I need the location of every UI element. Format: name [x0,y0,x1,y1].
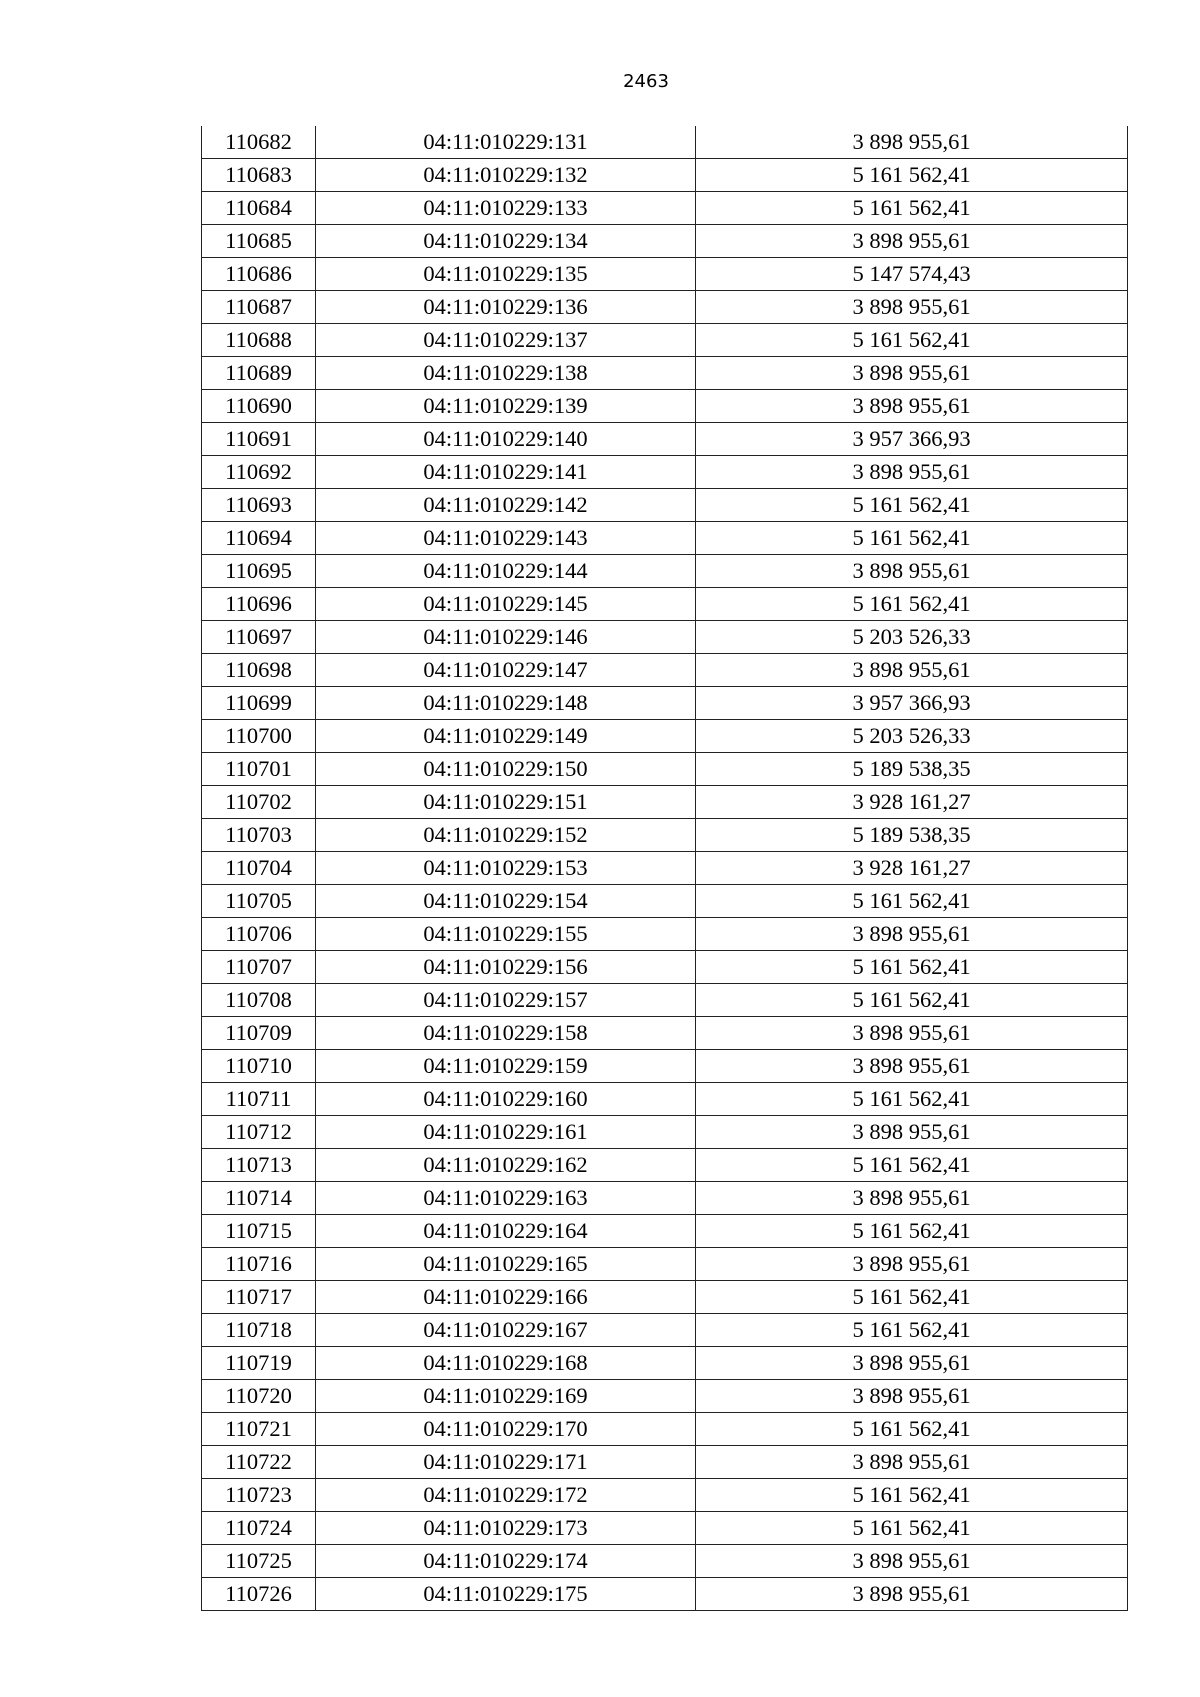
cadastral-number-cell: 04:11:010229:149 [316,720,696,753]
cadastral-value-cell: 5 161 562,41 [696,951,1128,984]
row-number-cell: 110724 [202,1512,316,1545]
cadastral-number-cell: 04:11:010229:145 [316,588,696,621]
cadastral-value-cell: 5 147 574,43 [696,258,1128,291]
cadastral-number-cell: 04:11:010229:151 [316,786,696,819]
cadastral-value-cell: 5 161 562,41 [696,1149,1128,1182]
table-row [202,654,1128,687]
cadastral-number-cell: 04:11:010229:147 [316,654,696,687]
cadastral-number-cell: 04:11:010229:152 [316,819,696,852]
row-number-cell: 110712 [202,1116,316,1149]
cadastral-value-cell: 5 189 538,35 [696,819,1128,852]
row-number-cell: 110725 [202,1545,316,1578]
cadastral-value-cell: 5 161 562,41 [696,1413,1128,1446]
cadastral-value-cell: 3 957 366,93 [696,423,1128,456]
row-number-cell: 110697 [202,621,316,654]
cadastral-value-cell: 3 898 955,61 [696,357,1128,390]
cadastral-value-cell: 5 161 562,41 [696,1512,1128,1545]
row-number-cell: 110723 [202,1479,316,1512]
cadastral-number-cell: 04:11:010229:140 [316,423,696,456]
cadastral-value-cell: 3 898 955,61 [696,654,1128,687]
cadastral-value-cell: 5 161 562,41 [696,885,1128,918]
cadastral-number-cell: 04:11:010229:142 [316,489,696,522]
cadastral-value-cell: 5 161 562,41 [696,1215,1128,1248]
row-number-cell: 110685 [202,225,316,258]
cadastral-number-cell: 04:11:010229:159 [316,1050,696,1083]
table-row [202,1182,1128,1215]
table-row [202,522,1128,555]
row-number-cell: 110710 [202,1050,316,1083]
cadastral-number-cell: 04:11:010229:170 [316,1413,696,1446]
cadastral-value-cell: 5 161 562,41 [696,324,1128,357]
table-body [202,126,1128,1611]
cadastral-value-cell: 3 898 955,61 [696,1446,1128,1479]
cadastral-value-cell: 5 161 562,41 [696,489,1128,522]
cadastral-number-cell: 04:11:010229:150 [316,753,696,786]
cadastral-value-cell: 3 898 955,61 [696,1380,1128,1413]
cadastral-number-cell: 04:11:010229:171 [316,1446,696,1479]
table-row [202,1281,1128,1314]
row-number-cell: 110690 [202,390,316,423]
row-number-cell: 110713 [202,1149,316,1182]
row-number-cell: 110719 [202,1347,316,1380]
row-number-cell: 110711 [202,1083,316,1116]
table-row [202,753,1128,786]
table-row [202,1149,1128,1182]
page-number: 2463 [623,71,669,92]
table-row [202,390,1128,423]
row-number-cell: 110700 [202,720,316,753]
table-row [202,225,1128,258]
cadastral-value-cell: 3 898 955,61 [696,1248,1128,1281]
table-row [202,126,1128,159]
row-number-cell: 110706 [202,918,316,951]
table-row [202,984,1128,1017]
cadastral-number-cell: 04:11:010229:131 [316,126,696,159]
cadastral-number-cell: 04:11:010229:143 [316,522,696,555]
cadastral-value-cell: 5 189 538,35 [696,753,1128,786]
cadastral-value-cell: 3 898 955,61 [696,1545,1128,1578]
cadastral-value-cell: 5 161 562,41 [696,588,1128,621]
row-number-cell: 110703 [202,819,316,852]
row-number-cell: 110699 [202,687,316,720]
cadastral-number-cell: 04:11:010229:156 [316,951,696,984]
cadastral-number-cell: 04:11:010229:138 [316,357,696,390]
table-row [202,1083,1128,1116]
row-number-cell: 110686 [202,258,316,291]
table-row [202,1248,1128,1281]
row-number-cell: 110707 [202,951,316,984]
table-row [202,159,1128,192]
row-number-cell: 110720 [202,1380,316,1413]
cadastral-number-cell: 04:11:010229:163 [316,1182,696,1215]
cadastral-number-cell: 04:11:010229:154 [316,885,696,918]
cadastral-value-cell: 3 898 955,61 [696,1017,1128,1050]
table-row [202,192,1128,225]
row-number-cell: 110708 [202,984,316,1017]
cadastral-value-table [201,126,1128,1611]
cadastral-number-cell: 04:11:010229:144 [316,555,696,588]
cadastral-value-cell: 5 161 562,41 [696,1314,1128,1347]
table-row [202,1479,1128,1512]
table-row [202,588,1128,621]
cadastral-number-cell: 04:11:010229:148 [316,687,696,720]
row-number-cell: 110687 [202,291,316,324]
table-row [202,687,1128,720]
table-row [202,423,1128,456]
cadastral-number-cell: 04:11:010229:175 [316,1578,696,1611]
table-row [202,1578,1128,1611]
cadastral-value-cell: 3 898 955,61 [696,126,1128,159]
cadastral-number-cell: 04:11:010229:174 [316,1545,696,1578]
row-number-cell: 110683 [202,159,316,192]
cadastral-value-cell: 5 161 562,41 [696,1083,1128,1116]
row-number-cell: 110696 [202,588,316,621]
cadastral-value-cell: 3 898 955,61 [696,456,1128,489]
row-number-cell: 110689 [202,357,316,390]
row-number-cell: 110717 [202,1281,316,1314]
row-number-cell: 110721 [202,1413,316,1446]
table-row [202,1413,1128,1446]
cadastral-value-cell: 3 898 955,61 [696,555,1128,588]
cadastral-value-cell: 3 928 161,27 [696,786,1128,819]
cadastral-value-cell: 5 161 562,41 [696,159,1128,192]
table-row [202,291,1128,324]
table-row [202,720,1128,753]
cadastral-value-cell: 5 161 562,41 [696,984,1128,1017]
cadastral-value-cell: 3 928 161,27 [696,852,1128,885]
cadastral-value-cell: 3 957 366,93 [696,687,1128,720]
row-number-cell: 110688 [202,324,316,357]
cadastral-number-cell: 04:11:010229:157 [316,984,696,1017]
row-number-cell: 110714 [202,1182,316,1215]
row-number-cell: 110692 [202,456,316,489]
row-number-cell: 110709 [202,1017,316,1050]
cadastral-value-cell: 3 898 955,61 [696,390,1128,423]
table-row [202,456,1128,489]
row-number-cell: 110705 [202,885,316,918]
row-number-cell: 110684 [202,192,316,225]
cadastral-number-cell: 04:11:010229:164 [316,1215,696,1248]
cadastral-value-cell: 5 203 526,33 [696,720,1128,753]
table-row [202,1050,1128,1083]
cadastral-number-cell: 04:11:010229:173 [316,1512,696,1545]
row-number-cell: 110726 [202,1578,316,1611]
cadastral-number-cell: 04:11:010229:168 [316,1347,696,1380]
table-row [202,951,1128,984]
table-row [202,357,1128,390]
cadastral-number-cell: 04:11:010229:161 [316,1116,696,1149]
cadastral-number-cell: 04:11:010229:146 [316,621,696,654]
table-row [202,1380,1128,1413]
cadastral-value-cell: 5 161 562,41 [696,1281,1128,1314]
cadastral-number-cell: 04:11:010229:169 [316,1380,696,1413]
cadastral-value-cell: 3 898 955,61 [696,1116,1128,1149]
cadastral-value-cell: 3 898 955,61 [696,1050,1128,1083]
row-number-cell: 110691 [202,423,316,456]
row-number-cell: 110716 [202,1248,316,1281]
row-number-cell: 110701 [202,753,316,786]
cadastral-number-cell: 04:11:010229:167 [316,1314,696,1347]
cadastral-number-cell: 04:11:010229:165 [316,1248,696,1281]
row-number-cell: 110702 [202,786,316,819]
cadastral-number-cell: 04:11:010229:172 [316,1479,696,1512]
row-number-cell: 110715 [202,1215,316,1248]
table-row [202,258,1128,291]
table-row [202,1215,1128,1248]
row-number-cell: 110682 [202,126,316,159]
table-row [202,1512,1128,1545]
cadastral-value-cell: 3 898 955,61 [696,918,1128,951]
cadastral-number-cell: 04:11:010229:132 [316,159,696,192]
cadastral-number-cell: 04:11:010229:158 [316,1017,696,1050]
cadastral-number-cell: 04:11:010229:135 [316,258,696,291]
cadastral-number-cell: 04:11:010229:141 [316,456,696,489]
cadastral-number-cell: 04:11:010229:153 [316,852,696,885]
table-row [202,819,1128,852]
cadastral-value-cell: 5 203 526,33 [696,621,1128,654]
table-row [202,1347,1128,1380]
table-row [202,885,1128,918]
row-number-cell: 110698 [202,654,316,687]
cadastral-value-cell: 3 898 955,61 [696,1578,1128,1611]
row-number-cell: 110695 [202,555,316,588]
row-number-cell: 110722 [202,1446,316,1479]
table-row [202,1545,1128,1578]
row-number-cell: 110718 [202,1314,316,1347]
table-row [202,1446,1128,1479]
cadastral-value-cell: 5 161 562,41 [696,192,1128,225]
row-number-cell: 110693 [202,489,316,522]
table-row [202,852,1128,885]
table-row [202,489,1128,522]
cadastral-number-cell: 04:11:010229:137 [316,324,696,357]
cadastral-value-cell: 5 161 562,41 [696,1479,1128,1512]
cadastral-value-cell: 3 898 955,61 [696,1182,1128,1215]
table-row [202,918,1128,951]
cadastral-number-cell: 04:11:010229:136 [316,291,696,324]
cadastral-value-cell: 3 898 955,61 [696,1347,1128,1380]
cadastral-number-cell: 04:11:010229:134 [316,225,696,258]
table-row [202,555,1128,588]
cadastral-value-cell: 3 898 955,61 [696,291,1128,324]
cadastral-value-cell: 3 898 955,61 [696,225,1128,258]
table-row [202,324,1128,357]
cadastral-value-cell: 5 161 562,41 [696,522,1128,555]
row-number-cell: 110704 [202,852,316,885]
cadastral-number-cell: 04:11:010229:166 [316,1281,696,1314]
table-row [202,621,1128,654]
cadastral-number-cell: 04:11:010229:133 [316,192,696,225]
row-number-cell: 110694 [202,522,316,555]
cadastral-number-cell: 04:11:010229:155 [316,918,696,951]
table-row [202,786,1128,819]
table-row [202,1116,1128,1149]
cadastral-number-cell: 04:11:010229:139 [316,390,696,423]
cadastral-number-cell: 04:11:010229:162 [316,1149,696,1182]
table-row [202,1017,1128,1050]
table-row [202,1314,1128,1347]
cadastral-number-cell: 04:11:010229:160 [316,1083,696,1116]
